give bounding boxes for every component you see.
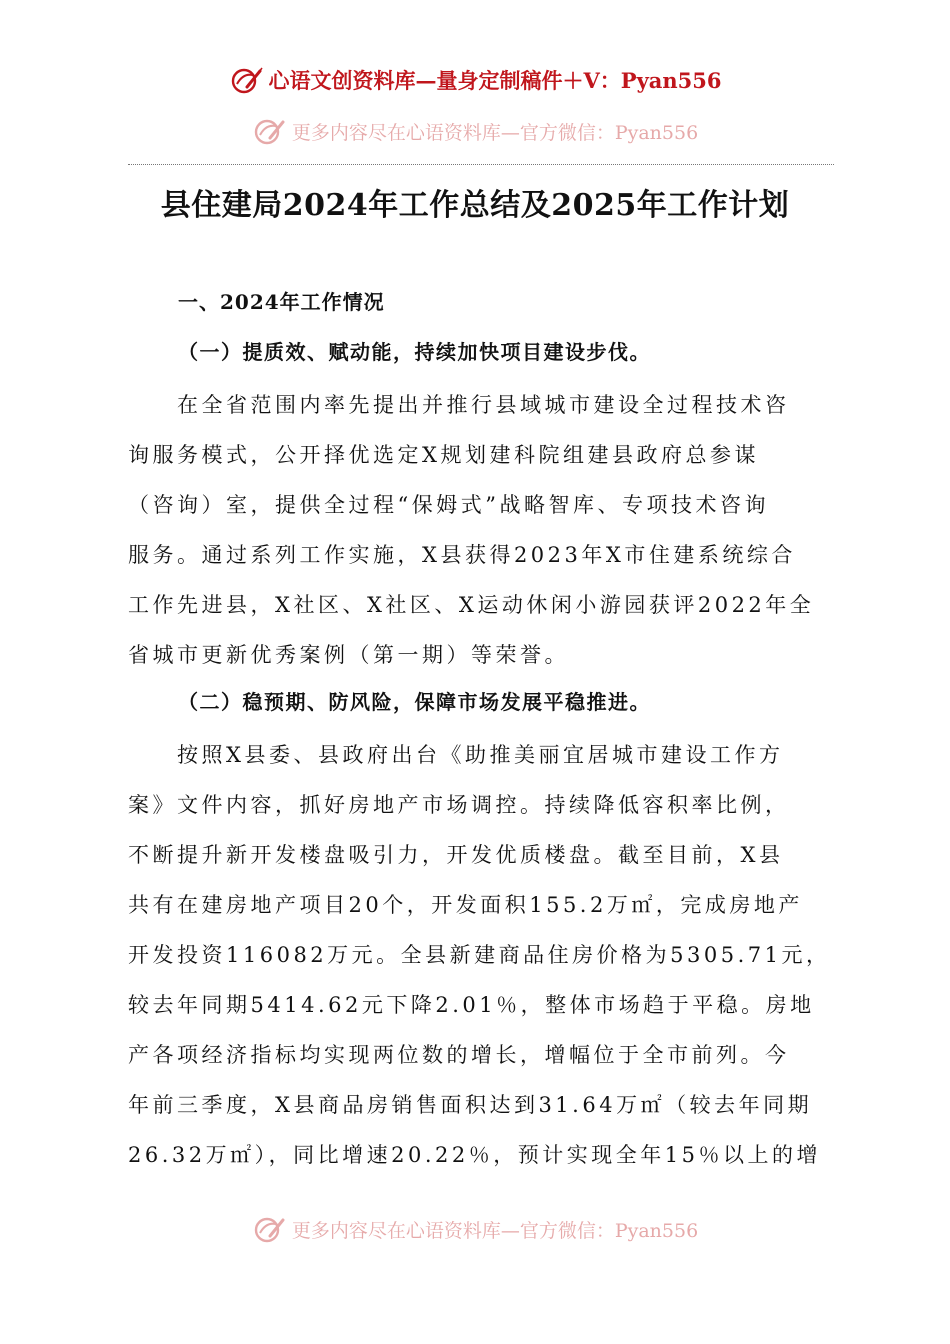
brand-header	[0, 62, 950, 98]
pen-swirl-logo-icon	[252, 1214, 286, 1244]
document-title: 县住建局2024年工作总结及2025年工作计划	[160, 188, 790, 223]
watermark-text: 更多内容尽在心语资料库—官方微信：Pyan556	[291, 1219, 699, 1242]
paragraph-line: （咨询）室，提供全过程“保姆式”战略智库、专项技术咨询	[128, 493, 769, 517]
paragraph-line: 按照X县委、县政府出台《助推美丽宜居城市建设工作方	[128, 743, 784, 767]
paragraph-line: 询服务模式，公开择优选定X规划建科院组建县政府总参谋	[128, 443, 759, 467]
paragraph-2	[128, 730, 832, 1180]
paragraph-line: 在全省范围内率先提出并推行县域城市建设全过程技术咨	[128, 393, 790, 417]
watermark-top	[0, 114, 950, 148]
paragraph-line: 共有在建房地产项目20个，开发面积155.2万㎡，完成房地产	[128, 893, 803, 917]
paragraph-line: 开发投资116082万元。全县新建商品住房价格为5305.71元，	[128, 943, 831, 967]
paragraph-line: 年前三季度，X县商品房销售面积达到31.64万㎡（较去年同期	[128, 1093, 813, 1117]
paragraph-line: 不断提升新开发楼盘吸引力，开发优质楼盘。截至目前，X县	[128, 843, 784, 867]
pen-swirl-logo-icon	[252, 116, 286, 146]
pen-swirl-logo-icon	[229, 65, 263, 95]
paragraph-line: 26.32万㎡），同比增速20.22％，预计实现全年15％以上的增	[128, 1143, 821, 1167]
subsection-heading-1: （一）提质效、赋动能，持续加快项目建设步伐。	[178, 340, 651, 364]
watermark-bottom	[0, 1212, 950, 1246]
header-divider	[128, 164, 834, 165]
brand-header-text: 心语文创资料库—量身定制稿件＋V：Pyan556	[268, 68, 722, 93]
paragraph-line: 产各项经济指标均实现两位数的增长，增幅位于全市前列。今	[128, 1043, 790, 1067]
paragraph-line: 较去年同期5414.62元下降2.01％，整体市场趋于平稳。房地	[128, 993, 815, 1017]
paragraph-line: 工作先进县，X社区、X社区、X运动休闲小游园获评2022年全	[128, 593, 815, 617]
watermark-text: 更多内容尽在心语资料库—官方微信：Pyan556	[291, 121, 699, 144]
subsection-heading-2: （二）稳预期、防风险，保障市场发展平稳推进。	[178, 690, 651, 714]
paragraph-line: 案》文件内容，抓好房地产市场调控。持续降低容积率比例，	[128, 793, 790, 817]
section-heading: 一、2024年工作情况	[178, 290, 385, 314]
paragraph-line: 服务。通过系列工作实施，X县获得2023年X市住建系统综合	[128, 543, 796, 567]
paragraph-1	[128, 380, 832, 680]
paragraph-line: 省城市更新优秀案例（第一期）等荣誉。	[128, 643, 569, 667]
